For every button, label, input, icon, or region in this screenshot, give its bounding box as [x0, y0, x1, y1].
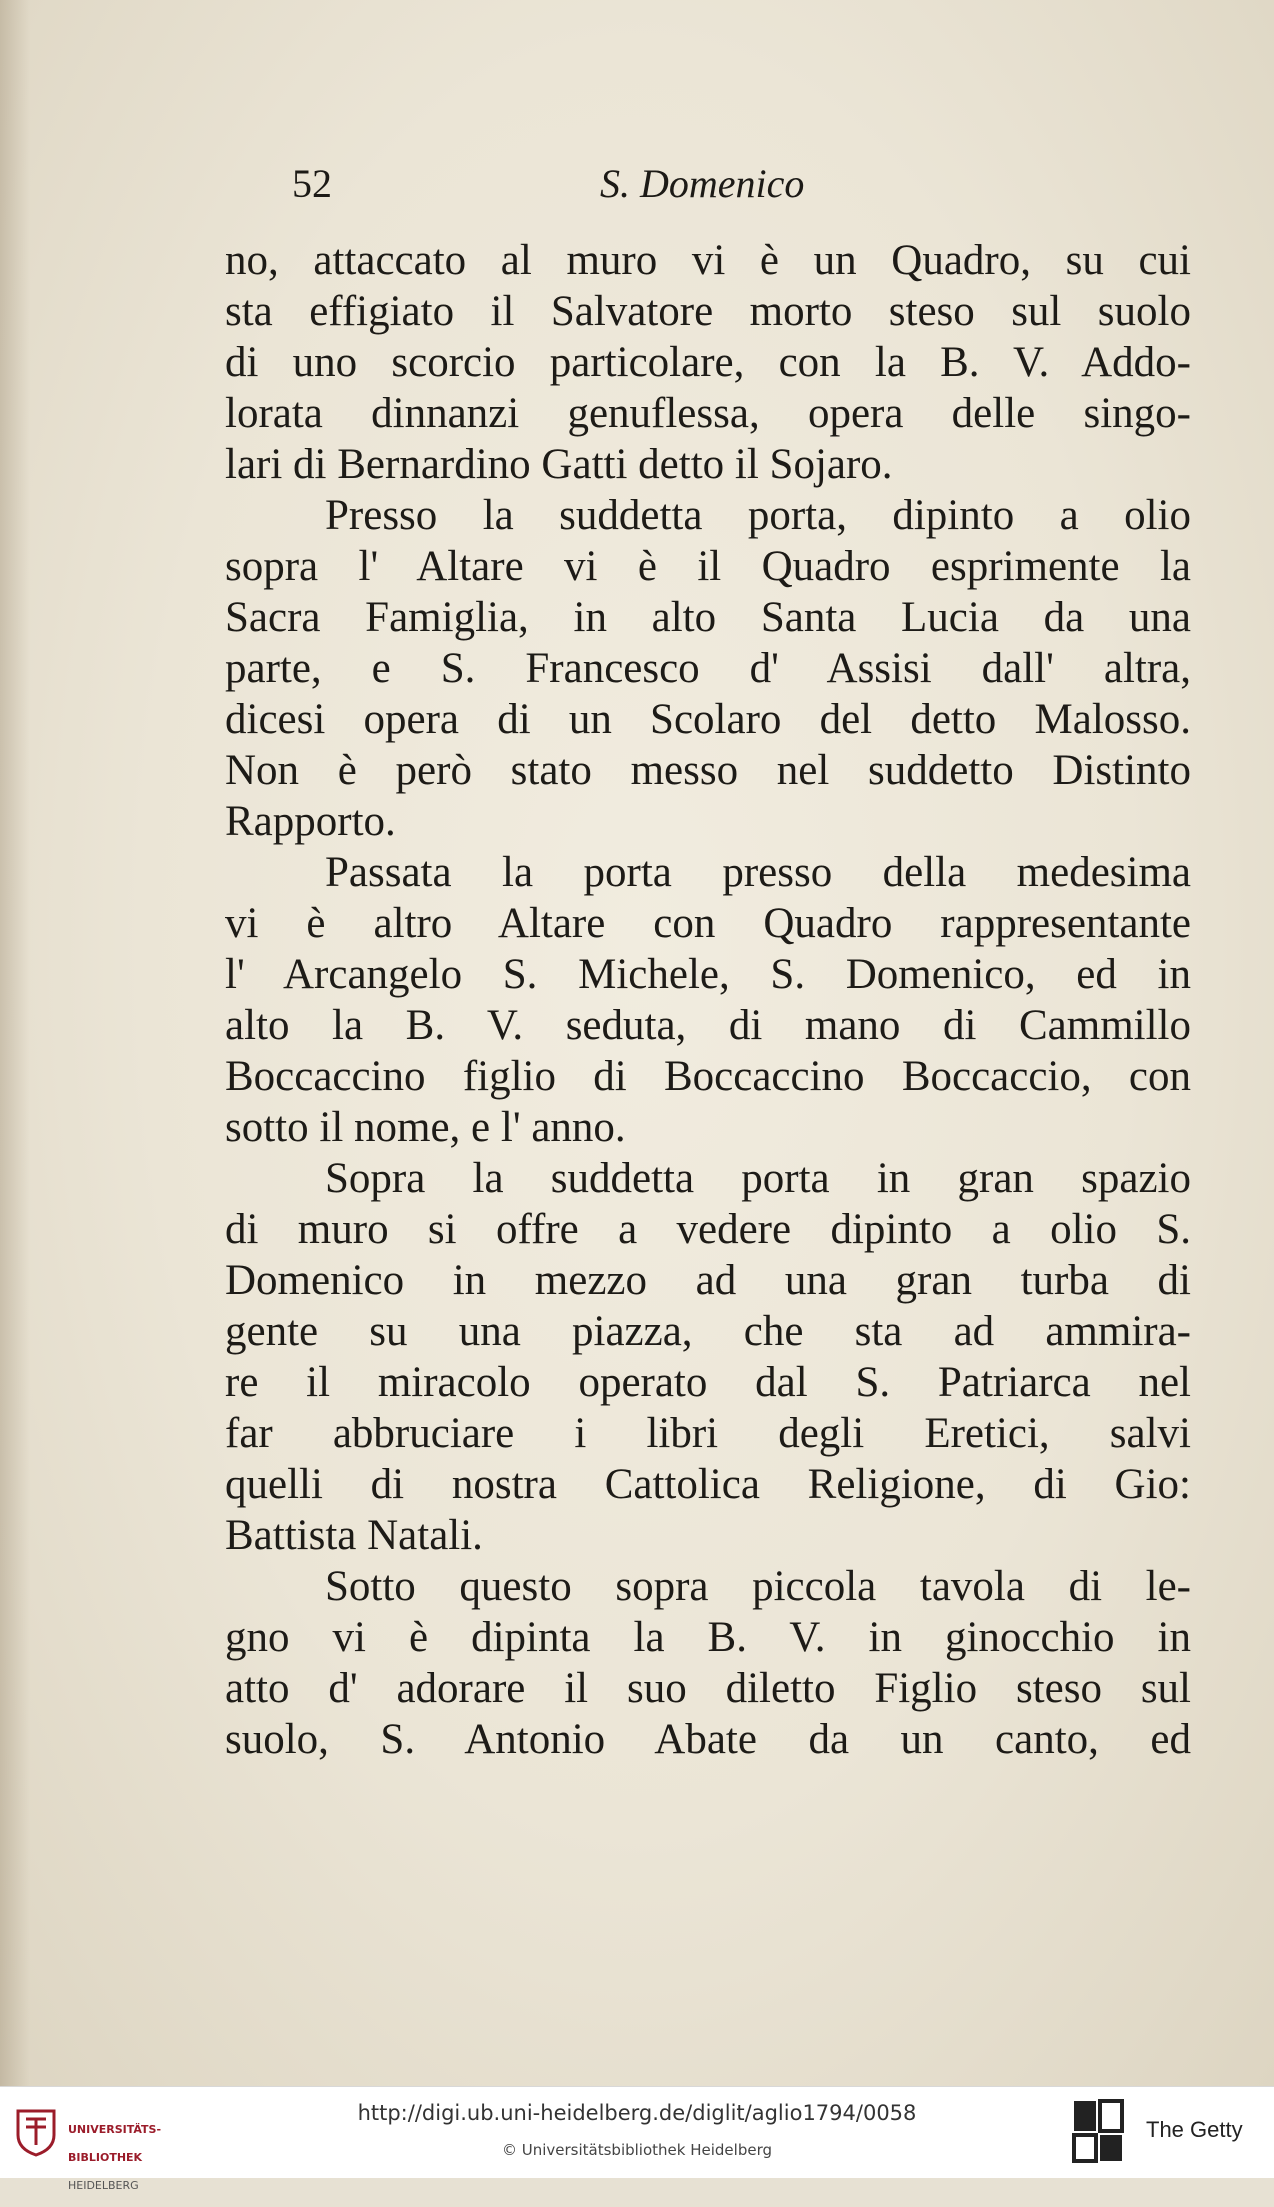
text-line: sta effigiato il Salvatore morto steso sul suolo: [225, 288, 1191, 335]
text-line: atto d' adorare il suo diletto Figlio steso sul: [225, 1665, 1191, 1712]
text-line: Boccaccino figlio di Boccaccino Boccaccio, con: [225, 1053, 1191, 1100]
permalink-url[interactable]: http://digi.ub.uni-heidelberg.de/diglit/aglio1794/0058: [357, 2101, 917, 2125]
text-line: alto la B. V. seduta, di mano di Cammillo: [225, 1002, 1191, 1049]
text-line: sopra l' Altare vi è il Quadro esprimente la: [225, 543, 1191, 590]
viewer-footer: [0, 2086, 1274, 2192]
partner-name: The Getty: [1146, 2117, 1243, 2142]
running-head: S. Domenico: [600, 161, 805, 206]
text-line: far abbruciare i libri degli Eretici, salvi: [225, 1410, 1191, 1457]
paragraph-first-line: Presso la suddetta porta, dipinto a olio: [325, 492, 1191, 539]
text-line: no, attaccato al muro vi è un Quadro, su cui: [225, 237, 1191, 284]
body-text: [225, 235, 1191, 1765]
text-line: Rapporto.: [225, 798, 396, 845]
text-line: quelli di nostra Cattolica Religione, di Gio:: [225, 1461, 1191, 1508]
text-line: Domenico in mezzo ad una gran turba di: [225, 1257, 1191, 1304]
page-header: [0, 160, 1274, 210]
text-line: l' Arcangelo S. Michele, S. Domenico, ed in: [225, 951, 1191, 998]
paragraph-first-line: Passata la porta presso della medesima: [325, 849, 1191, 896]
text-line: Sacra Famiglia, in alto Santa Lucia da una: [225, 594, 1191, 641]
text-line: Non è però stato messo nel suddetto Distinto: [225, 747, 1191, 794]
copyright-notice: © Universitätsbibliothek Heidelberg: [501, 2141, 772, 2159]
text-line: Battista Natali.: [225, 1512, 483, 1559]
page-number: 52: [292, 161, 332, 206]
text-line: lari di Bernardino Gatti detto il Sojaro.: [225, 441, 893, 488]
text-line: di uno scorcio particolare, con la B. V. Addo-: [225, 339, 1191, 386]
text-line: gente su una piazza, che sta ad ammira-: [225, 1308, 1191, 1355]
paragraph-first-line: Sopra la suddetta porta in gran spazio: [325, 1155, 1191, 1202]
text-line: vi è altro Altare con Quadro rappresentante: [225, 900, 1191, 947]
paragraph-first-line: Sotto questo sopra piccola tavola di le-: [325, 1563, 1191, 1610]
text-line: gno vi è dipinta la B. V. in ginocchio in: [225, 1614, 1191, 1661]
text-line: di muro si offre a vedere dipinto a olio S.: [225, 1206, 1191, 1253]
text-line: parte, e S. Francesco d' Assisi dall' altra,: [225, 645, 1191, 692]
text-line: re il miracolo operato dal S. Patriarca nel: [225, 1359, 1191, 1406]
page-edge-shadow: [0, 0, 30, 2086]
getty-logo-icon[interactable]: [1072, 2099, 1124, 2165]
text-line: dicesi opera di un Scolaro del detto Malosso.: [225, 696, 1191, 743]
library-name-line: BIBLIOTHEK: [68, 2151, 143, 2164]
text-line: suolo, S. Antonio Abate da un canto, ed: [225, 1716, 1191, 1763]
library-name-line: UNIVERSITÄTS-: [68, 2123, 162, 2136]
text-line: lorata dinnanzi genuflessa, opera delle singo-: [225, 390, 1191, 437]
library-name-line: HEIDELBERG: [68, 2179, 139, 2192]
text-line: sotto il nome, e l' anno.: [225, 1104, 626, 1151]
